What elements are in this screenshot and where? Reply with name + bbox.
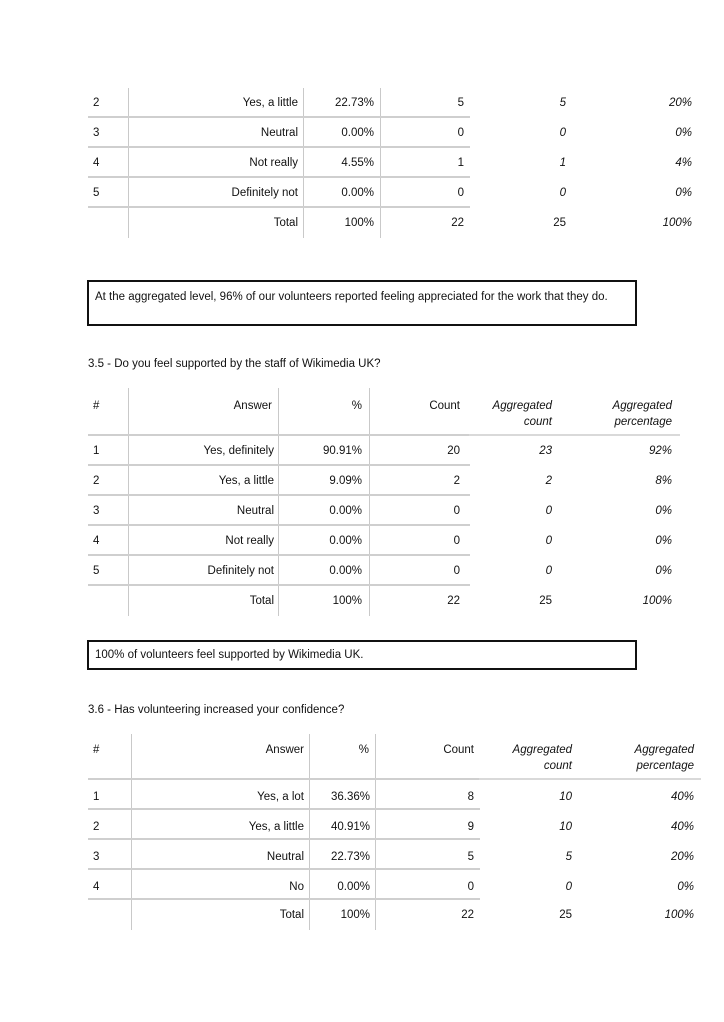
table-header-row (0, 736, 724, 772)
row-percent: 0.00% (337, 881, 370, 893)
row-answer: Yes, a lot (257, 791, 304, 803)
row-aggregated-count: 5 (565, 851, 572, 863)
row-number: 2 (93, 97, 100, 109)
row-aggregated-count: 0 (559, 187, 566, 199)
row-count: 5 (467, 851, 474, 863)
table-row (0, 496, 724, 526)
table-row (0, 872, 724, 902)
row-number: 4 (93, 157, 100, 169)
row-count: 1 (457, 157, 464, 169)
row-count: 22 (447, 595, 460, 607)
row-aggregated-count: 25 (553, 217, 566, 229)
table-row (0, 118, 724, 148)
row-aggregated-count: 25 (559, 909, 572, 921)
row-count: 2 (453, 475, 460, 487)
row-number: 3 (93, 851, 100, 863)
table-row (0, 466, 724, 496)
row-percent: 0.00% (341, 127, 374, 139)
row-aggregated-count: 23 (539, 445, 552, 457)
question-title-3-6: 3.6 - Has volunteering increased your confidence? (88, 704, 345, 716)
row-count: 0 (457, 187, 464, 199)
row-aggregated-count: 2 (545, 475, 552, 487)
table-row (0, 148, 724, 178)
row-number: 3 (93, 505, 100, 517)
row-aggregated-percentage: 40% (670, 821, 694, 833)
row-aggregated-count: 0 (545, 565, 552, 577)
row-count: 0 (453, 565, 460, 577)
header-answer: Answer (265, 744, 304, 756)
row-count: 8 (467, 791, 474, 803)
row-answer: Neutral (236, 505, 274, 517)
row-aggregated-percentage: 0% (655, 565, 672, 577)
row-aggregated-percentage: 100% (642, 595, 672, 607)
row-number: 1 (93, 791, 100, 803)
table-total-row (0, 900, 724, 930)
row-aggregated-percentage: 92% (648, 445, 672, 457)
row-aggregated-count: 25 (539, 595, 552, 607)
header-answer: Answer (233, 400, 272, 412)
row-answer: Neutral (260, 127, 298, 139)
row-count: 22 (451, 217, 464, 229)
summary-note-supported: 100% of volunteers feel supported by Wikimedia UK. (87, 640, 637, 670)
row-aggregated-count: 0 (545, 535, 552, 547)
header-count: Count (443, 744, 474, 756)
header-aggregated-count: Aggregated count (492, 400, 552, 428)
row-aggregated-percentage: 20% (670, 851, 694, 863)
row-count: 0 (467, 881, 474, 893)
table-row (0, 842, 724, 872)
row-aggregated-count: 10 (559, 791, 572, 803)
row-aggregated-percentage: 100% (662, 217, 692, 229)
row-answer: Not really (249, 157, 298, 169)
row-percent: 100% (332, 595, 362, 607)
row-count: 9 (467, 821, 474, 833)
row-answer: Total (279, 909, 304, 921)
row-answer: Yes, a little (248, 821, 304, 833)
header-percent: % (358, 744, 369, 756)
row-aggregated-percentage: 40% (670, 791, 694, 803)
row-percent: 0.00% (329, 505, 362, 517)
row-answer: Definitely not (207, 565, 274, 577)
table-total-row (0, 586, 724, 616)
row-answer: Total (249, 595, 274, 607)
row-answer: Neutral (266, 851, 304, 863)
row-answer: No (289, 881, 304, 893)
row-percent: 0.00% (329, 565, 362, 577)
row-aggregated-percentage: 20% (668, 97, 692, 109)
row-number: 5 (93, 187, 100, 199)
header-aggregated-count: Aggregated count (512, 744, 572, 772)
header-aggregated-percentage: Aggregated percentage (634, 744, 694, 772)
row-aggregated-percentage: 0% (655, 535, 672, 547)
row-answer: Yes, a little (242, 97, 298, 109)
table-header-row (0, 392, 724, 428)
row-percent: 4.55% (341, 157, 374, 169)
header-number: # (93, 400, 100, 412)
row-number: 5 (93, 565, 100, 577)
row-count: 22 (461, 909, 474, 921)
row-aggregated-percentage: 8% (655, 475, 672, 487)
row-percent: 22.73% (330, 851, 370, 863)
row-count: 0 (453, 535, 460, 547)
row-aggregated-percentage: 0% (675, 127, 692, 139)
row-number: 2 (93, 475, 100, 487)
row-aggregated-count: 0 (545, 505, 552, 517)
row-count: 0 (453, 505, 460, 517)
table-row (0, 436, 724, 466)
header-count: Count (429, 400, 460, 412)
table-row (0, 556, 724, 586)
table-row (0, 178, 724, 208)
row-aggregated-count: 0 (559, 127, 566, 139)
header-aggregated-percentage: Aggregated percentage (612, 400, 672, 428)
row-count: 5 (457, 97, 464, 109)
row-percent: 100% (344, 217, 374, 229)
question-title-3-5: 3.5 - Do you feel supported by the staff of Wikimedia UK? (88, 358, 381, 370)
row-number: 1 (93, 445, 100, 457)
row-aggregated-percentage: 0% (675, 187, 692, 199)
row-aggregated-percentage: 4% (675, 157, 692, 169)
row-aggregated-count: 5 (559, 97, 566, 109)
header-percent: % (351, 400, 362, 412)
row-percent: 22.73% (334, 97, 374, 109)
row-percent: 100% (340, 909, 370, 921)
row-aggregated-percentage: 0% (677, 881, 694, 893)
summary-note-appreciated: At the aggregated level, 96% of our volunteers reported feeling appreciated for the work that they do. (87, 280, 637, 326)
table-row (0, 88, 724, 118)
table-row (0, 812, 724, 842)
row-count: 0 (457, 127, 464, 139)
table-total-row (0, 208, 724, 238)
row-aggregated-count: 10 (559, 821, 572, 833)
row-percent: 9.09% (329, 475, 362, 487)
row-count: 20 (447, 445, 460, 457)
row-answer: Definitely not (231, 187, 298, 199)
table-row (0, 526, 724, 556)
row-aggregated-count: 0 (565, 881, 572, 893)
row-aggregated-percentage: 100% (664, 909, 694, 921)
row-answer: Yes, definitely (203, 445, 274, 457)
row-number: 2 (93, 821, 100, 833)
table-row (0, 782, 724, 812)
row-percent: 0.00% (341, 187, 374, 199)
row-percent: 90.91% (322, 445, 362, 457)
row-percent: 36.36% (330, 791, 370, 803)
row-number: 3 (93, 127, 100, 139)
row-percent: 0.00% (329, 535, 362, 547)
header-number: # (93, 744, 100, 756)
row-number: 4 (93, 881, 100, 893)
row-aggregated-count: 1 (559, 157, 566, 169)
row-percent: 40.91% (330, 821, 370, 833)
row-number: 4 (93, 535, 100, 547)
row-aggregated-percentage: 0% (655, 505, 672, 517)
row-answer: Yes, a little (218, 475, 274, 487)
row-answer: Total (273, 217, 298, 229)
row-answer: Not really (225, 535, 274, 547)
